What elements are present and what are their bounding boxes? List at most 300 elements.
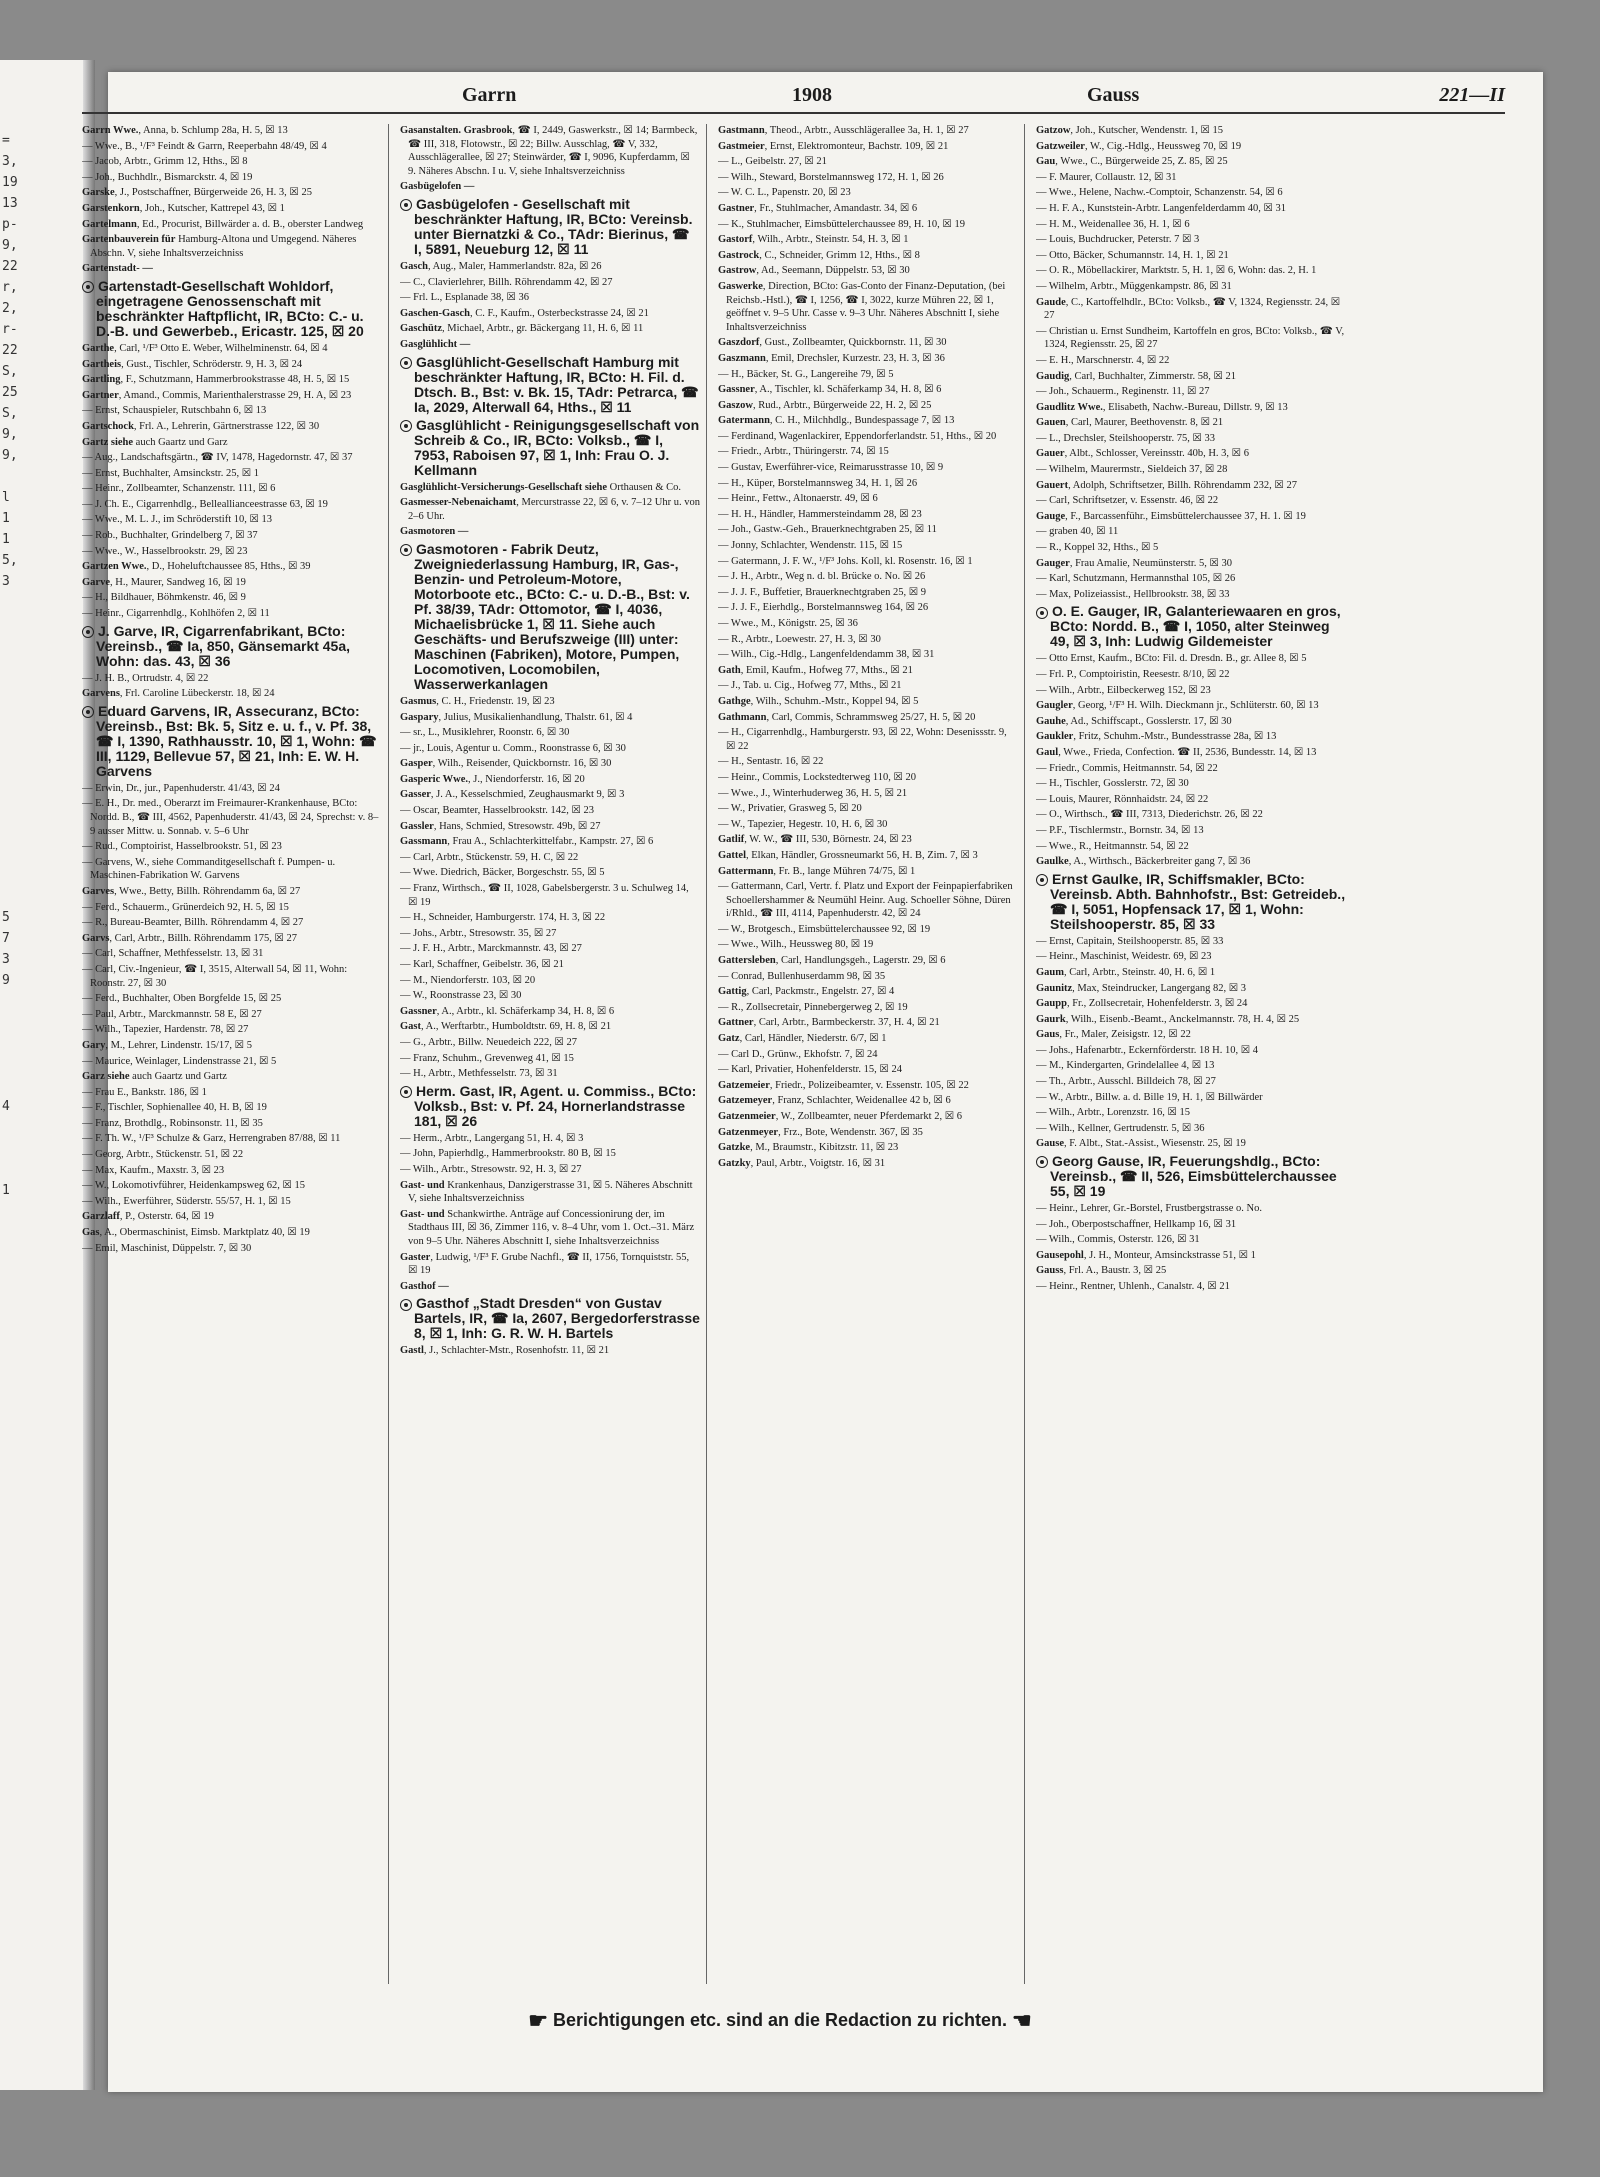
left-margin-fragment: p- [2, 217, 18, 232]
directory-entry [82, 992, 382, 1006]
entry-text: — J. H. B., Ortrudstr. 4, ☒ 22 [82, 672, 209, 684]
directory-entry [82, 840, 382, 854]
registered-firm-mark-icon [400, 357, 412, 369]
entry-text: — H., Bildhauer, Böhmkenstr. 46, ☒ 9 [82, 592, 246, 604]
directory-entry [82, 1008, 382, 1022]
left-margin-fragment: 4 [2, 1099, 10, 1114]
directory-entry [82, 233, 382, 260]
entry-text: — Wwe., Wilh., Heussweg 80, ☒ 19 [718, 939, 874, 951]
directory-entry [400, 525, 700, 539]
directory-entry [1036, 982, 1346, 996]
entry-text: Gaschen-Gasch, C. F., Kaufm., Osterbeckstrasse 24, ☒ 21 [400, 307, 649, 319]
registered-firm-mark-icon [82, 626, 94, 638]
directory-entry [718, 368, 1018, 382]
directory-entry [82, 342, 382, 356]
directory-entry [718, 492, 1018, 506]
entry-text: Gaszmann, Emil, Drechsler, Kurzestr. 23, H. 3, ☒ 36 [718, 352, 945, 364]
entry-text: Gaulke, A., Wirthsch., Bäckerbreiter gang 7, ☒ 36 [1036, 856, 1251, 868]
directory-entry [82, 687, 382, 701]
directory-entry [718, 414, 1018, 428]
directory-entry [82, 1210, 382, 1224]
entry-text: Gau, Wwe., C., Bürgerweide 25, Z. 85, ☒ 25 [1036, 156, 1228, 168]
entry-text: — Wilh., Cig.-Hdlg., Langenfeldendamm 38, ☒ 31 [718, 649, 935, 661]
directory-entry [718, 430, 1018, 444]
directory-entry [1036, 416, 1346, 430]
entry-text: — Friedr., Arbtr., Thüringerstr. 74, ☒ 15 [718, 446, 889, 458]
entry-text: — Joh., Buchhdlr., Bismarckstr. 4, ☒ 19 [82, 171, 253, 183]
directory-entry [718, 617, 1018, 631]
entry-text: Gatzemeier, Friedr., Polizeibeamter, v. Essenstr. 105, ☒ 22 [718, 1079, 969, 1091]
directory-entry [82, 1164, 382, 1178]
entry-text: — Otto, Bäcker, Schumannstr. 14, H. 1, ☒ 21 [1036, 249, 1229, 261]
directory-entry [1036, 447, 1346, 461]
directory-entry [400, 180, 700, 194]
entry-text: Gast, A., Werftarbtr., Humboldtstr. 69, H. 8, ☒ 21 [400, 1021, 612, 1033]
directory-entry [718, 523, 1018, 537]
directory-entry [1036, 218, 1346, 232]
column-2 [400, 124, 707, 1984]
registered-firm-mark-icon [400, 1299, 412, 1311]
directory-entry [718, 970, 1018, 984]
directory-entry [1036, 155, 1346, 169]
entry-text: — R., Bureau-Beamter, Billh. Röhrendamm 4, ☒ 27 [82, 917, 304, 929]
directory-entry [82, 1070, 382, 1084]
left-margin-fragment [2, 1117, 92, 1138]
entry-text: — Heinr., Commis, Lockstedterweg 110, ☒ 20 [718, 771, 916, 783]
left-page-margin-text [2, 130, 92, 2110]
entry-text: — Wwe., B., ¹/F³ Feindt & Garrn, Reeperbahn 48/49, ☒ 4 [82, 140, 327, 152]
left-margin-fragment [2, 1075, 92, 1096]
directory-entry [718, 140, 1018, 154]
directory-entry [82, 186, 382, 200]
directory-entry [400, 911, 700, 925]
directory-entry [82, 797, 382, 838]
directory-entry [1036, 1280, 1346, 1294]
entry-text: Gatzow, Joh., Kutscher, Wendenstr. 1, ☒ 15 [1036, 125, 1224, 136]
entry-text: — Wilh., Kellner, Gertrudenstr. 5, ☒ 36 [1036, 1122, 1205, 1134]
entry-text: Garve, H., Maurer, Sandweg 16, ☒ 19 [82, 576, 246, 588]
left-margin-fragment: r- [2, 322, 18, 337]
directory-entry [400, 276, 700, 290]
left-margin-fragment [2, 592, 92, 613]
directory-entry [1036, 966, 1346, 980]
left-margin-fragment [2, 991, 92, 1012]
entry-text: Gattner, Carl, Arbtr., Barmbeckerstr. 37, H. 4, ☒ 21 [718, 1017, 940, 1029]
left-margin-fragment: 25 [2, 385, 18, 400]
directory-entry [82, 124, 382, 138]
directory-entry [82, 1148, 382, 1162]
directory-entry [1036, 325, 1346, 352]
entry-text: — Johs., Arbtr., Stresowstr. 35, ☒ 27 [400, 927, 557, 939]
directory-entry [82, 1195, 382, 1209]
directory-entry [718, 1157, 1018, 1171]
directory-entry [1036, 872, 1346, 932]
directory-entry [400, 757, 700, 771]
directory-entry [82, 373, 382, 387]
entry-text: Gauger, Frau Amalie, Neumünsterstr. 5, ☒ 30 [1036, 557, 1233, 569]
left-margin-fragment: 7 [2, 931, 10, 946]
entry-text: — Wilhelm, Arbtr., Müggenkampstr. 86, ☒ 31 [1036, 280, 1232, 292]
directory-entry [718, 1016, 1018, 1030]
left-margin-fragment [2, 886, 92, 907]
directory-entry [1036, 1075, 1346, 1089]
entry-text: — Jonny, Schlachter, Wendenstr. 115, ☒ 15 [718, 540, 903, 552]
directory-entry [82, 482, 382, 496]
entry-text: — Oscar, Beamter, Hasselbrookstr. 142, ☒ 23 [400, 805, 595, 817]
entry-text: Gasperic Wwe., J., Niendorferstr. 16, ☒ 20 [400, 773, 585, 785]
directory-entry [718, 477, 1018, 491]
entry-text: — Louis, Buchdrucker, Peterstr. 7 ☒ 3 [1036, 234, 1200, 246]
entry-text: — J. Ch. E., Cigarrenhdlg., Belleallianceestrasse 63, ☒ 19 [82, 498, 328, 510]
directory-entry [400, 124, 700, 178]
entry-text: — Wilhelm, Maurermstr., Sieldeich 37, ☒ 28 [1036, 464, 1228, 476]
entry-text: Gasmotoren — [400, 526, 469, 538]
entry-text: — Maurice, Weinlager, Lindenstrasse 21, ☒ 5 [82, 1055, 277, 1067]
directory-entry [1036, 479, 1346, 493]
entry-text: — Franz, Schuhm., Grevenweg 41, ☒ 15 [400, 1052, 574, 1064]
entry-text: — Ferd., Schauerm., Grünerdeich 92, H. 5, ☒ 15 [82, 901, 289, 913]
directory-entry [82, 420, 382, 434]
header-page-number: 221—II [1439, 84, 1505, 106]
directory-entry [718, 633, 1018, 647]
entry-text: Gasanstalten. Grasbrook, ☎ I, 2449, Gaswerkstr., ☒ 14; Barmbeck, ☎ III, 318, Flotowstr., ☒ 22; Billw. Ausschlag, ☎ V, 332, Ausschlägerallee, ☒ 27; Steinwärder, ☎ I, 9096, Kupferdamm, ☒ 9. Näheres Abschn. I u. V, siehe Inhaltsverzeichniss [400, 125, 698, 177]
directory-entry [1036, 1264, 1346, 1278]
directory-entry [82, 1226, 382, 1240]
entry-text: Gasmus, C. H., Friedenstr. 19, ☒ 23 [400, 695, 555, 707]
directory-entry [1036, 762, 1346, 776]
directory-entry [1036, 730, 1346, 744]
entry-text: Gauge, F., Barcassenführ., Eimsbüttelerchaussee 37, H. 1. ☒ 19 [1036, 510, 1306, 522]
entry-text: Gaukler, Fritz, Schuhm.-Mstr., Bundesstrasse 28a, ☒ 13 [1036, 731, 1277, 743]
directory-entry [718, 570, 1018, 584]
entry-text: — F., Tischler, Sophienallee 40, H. B, ☒ 19 [82, 1102, 267, 1114]
entry-text: Gartzen Wwe., D., Hoheluftchaussee 85, Hths., ☒ 39 [82, 561, 311, 573]
left-margin-fragment [2, 466, 92, 487]
entry-text: Gattersleben, Carl, Handlungsgeh., Lagerstr. 29, ☒ 6 [718, 955, 946, 967]
directory-entry [400, 1036, 700, 1050]
directory-entry [82, 672, 382, 686]
entry-text: — W., Tapezier, Hegestr. 10, H. 6, ☒ 30 [718, 818, 888, 830]
directory-entry [718, 833, 1018, 847]
directory-entry [82, 389, 382, 403]
entry-text: Gauert, Adolph, Schriftsetzer, Billh. Röhrendamm 232, ☒ 27 [1036, 479, 1297, 491]
directory-entry [718, 249, 1018, 263]
entry-text: — Gattermann, Carl, Vertr. f. Platz und Export der Feinpapierfabriken Schoellershammer & Neumühl Heinr. Aug. Schoeller Söhne, Düren i/Rhld., ☎ III, 4114, Papenhuderstr. 42, ☒ 24 [718, 881, 1013, 920]
directory-entry [82, 467, 382, 481]
entry-text: — R., Arbtr., Loewestr. 27, H. 3, ☒ 30 [718, 633, 881, 645]
entry-text: — Ferdinand, Wagenlackirer, Eppendorferlandstr. 51, Hths., ☒ 20 [718, 430, 997, 442]
directory-entry [400, 260, 700, 274]
entry-text: — W. C. L., Papenstr. 20, ☒ 23 [718, 187, 851, 199]
header-year: 1908 [792, 84, 832, 106]
directory-entry [1036, 171, 1346, 185]
entry-text: — Rob., Buchhalter, Grindelberg 7, ☒ 37 [82, 530, 258, 542]
left-margin-fragment: = [2, 133, 10, 148]
entry-text: Gasglühlicht — [400, 338, 471, 350]
directory-entry [82, 704, 382, 779]
left-margin-fragment [2, 739, 92, 760]
entry-text: — Heinr., Maschinist, Weidestr. 69, ☒ 23 [1036, 951, 1212, 963]
entry-text: Gartner, Amand., Commis, Marienthalerstrasse 29, H. A, ☒ 23 [82, 389, 352, 401]
entry-text: Garstenkorn, Joh., Kutscher, Kattrepel 43, ☒ 1 [82, 202, 285, 214]
entry-text: O. E. Gauger, IR, Galanteriewaaren en gros, BCto: Nordd. B., ☎ I, 1050, alter Steinweg 49, ☒ 3, Inh: Ludwig Gildemeister [1050, 603, 1341, 650]
entry-text: Gaschütz, Michael, Arbtr., gr. Bäckergang 11, H. 6, ☒ 11 [400, 323, 644, 335]
entry-text: Gaszdorf, Gust., Zollbeamter, Quickbornstr. 11, ☒ 30 [718, 337, 947, 349]
directory-entry [82, 529, 382, 543]
left-margin-fragment [2, 613, 92, 634]
entry-text: Georg Gause, IR, Feuerungshdlg., BCto: Vereinsb., ☎ II, 526, Eimsbüttelerchaussee 55, ☒ 19 [1050, 1153, 1337, 1200]
directory-entry [1036, 997, 1346, 1011]
entry-text: — Carl, Civ.-Ingenieur, ☎ I, 3515, Alterwall 54, ☒ 11, Wohn: Roonstr. 27, ☒ 30 [82, 963, 348, 989]
directory-entry [718, 802, 1018, 816]
entry-text: — L., Drechsler, Steilshooperstr. 75, ☒ 33 [1036, 432, 1216, 444]
entry-text: — Gatermann, J. F. W., ¹/F³ Johs. Koll, kl. Rosenstr. 16, ☒ 1 [718, 555, 973, 567]
entry-text: — H., Arbtr., Methfesselstr. 73, ☒ 31 [400, 1068, 558, 1080]
entry-text: — H. M., Weidenallee 36, H. 1, ☒ 6 [1036, 218, 1190, 230]
left-margin-fragment [2, 676, 92, 697]
entry-text: — jr., Louis, Agentur u. Comm., Roonstrasse 6, ☒ 30 [400, 742, 626, 754]
entry-text: — Ernst, Buchhalter, Amsinckstr. 25, ☒ 1 [82, 467, 259, 479]
directory-entry [718, 1141, 1018, 1155]
entry-text: — J., Tab. u. Cig., Hofweg 77, Mths., ☒ 21 [718, 680, 902, 692]
left-margin-fragment: 9, [2, 448, 18, 463]
directory-entry [1036, 124, 1346, 138]
entry-text: Gatzke, M., Braumstr., Kibitzstr. 11, ☒ 23 [718, 1142, 899, 1154]
directory-entry [82, 1117, 382, 1131]
directory-entry [400, 788, 700, 802]
entry-text: Garz siehe auch Gaartz und Gartz [82, 1071, 227, 1083]
registered-firm-mark-icon [1036, 607, 1048, 619]
directory-entry [400, 1052, 700, 1066]
directory-entry [1036, 746, 1346, 760]
entry-text: Garrn Wwe., Anna, b. Schlump 28a, H. 5, ☒ 13 [82, 125, 288, 136]
directory-entry [718, 124, 1018, 138]
directory-entry [400, 974, 700, 988]
directory-entry [1036, 354, 1346, 368]
directory-entry [1036, 432, 1346, 446]
directory-entry [718, 280, 1018, 334]
directory-entry [400, 1251, 700, 1278]
entry-text: Gaus, Fr., Maler, Zeisigstr. 12, ☒ 22 [1036, 1029, 1191, 1041]
entry-text: Gaul, Wwe., Frieda, Confection. ☎ II, 2536, Bundesstr. 14, ☒ 13 [1036, 746, 1317, 758]
directory-entry [1036, 793, 1346, 807]
entry-text: — Garvens, W., siehe Commanditgesellschaft f. Pumpen- u. Maschinen-Fabrikation W. Garvens [82, 856, 336, 882]
entry-text: Gassmann, Frau A., Schlachterkittelfabr., Kampstr. 27, ☒ 6 [400, 836, 654, 848]
directory-entry [400, 1280, 700, 1294]
entry-text: — Ernst, Capitain, Steilshooperstr. 85, ☒ 33 [1036, 935, 1224, 947]
directory-entry [82, 1023, 382, 1037]
entry-text: — P.F., Tischlermstr., Bornstr. 34, ☒ 13 [1036, 824, 1204, 836]
directory-entry [718, 755, 1018, 769]
directory-entry [400, 1005, 700, 1019]
entry-text: Gasglühlicht - Reinigungsgesellschaft von Schreib & Co., IR, BCto: Volksb., ☎ I, 7953, Raboisen 97, ☒ 1, Inh: Frau O. J. Kellmann [414, 416, 700, 478]
directory-entry [1036, 1202, 1346, 1216]
directory-entry [400, 355, 700, 415]
directory-columns [82, 124, 1346, 1984]
left-margin-fragment: 22 [2, 259, 18, 274]
column-1 [82, 124, 389, 1984]
left-margin-fragment: 2, [2, 301, 18, 316]
entry-text: Gastmeier, Ernst, Elektromonteur, Bachstr. 109, ☒ 21 [718, 140, 949, 152]
entry-text: Gastrow, Ad., Seemann, Düppelstr. 53, ☒ 30 [718, 265, 910, 277]
entry-text: — H., Sentastr. 16, ☒ 22 [718, 756, 824, 768]
entry-text: — F. Th. W., ¹/F³ Schulze & Garz, Herrengraben 87/88, ☒ 11 [82, 1133, 341, 1145]
registered-firm-mark-icon [1036, 1156, 1048, 1168]
directory-entry [400, 1344, 700, 1358]
left-margin-fragment: 3 [2, 574, 10, 589]
directory-entry [718, 1110, 1018, 1124]
left-margin-fragment: 1 [2, 1183, 10, 1198]
entry-text: Gasthof — [400, 1280, 449, 1292]
entry-text: — W., Arbtr., Billw. a. d. Bille 19, H. 1, ☒ Billwärder [1036, 1091, 1263, 1103]
directory-entry [400, 835, 700, 849]
entry-text: Gath, Emil, Kaufm., Hofweg 77, Mths., ☒ 21 [718, 664, 913, 676]
entry-text: Gaupp, Fr., Zollsecretair, Hohenfelderstr. 3, ☒ 24 [1036, 998, 1248, 1010]
left-page-edge [0, 60, 95, 2090]
entry-text: — Ferd., Buchhalter, Oben Borgfelde 15, ☒ 25 [82, 993, 282, 1005]
entry-text: — Wwe., M., Königstr. 25, ☒ 36 [718, 618, 858, 629]
directory-entry [82, 404, 382, 418]
entry-text: — Frl. L., Esplanade 38, ☒ 36 [400, 292, 529, 304]
directory-entry [400, 1147, 700, 1161]
directory-entry [718, 186, 1018, 200]
entry-text: — Wwe., M. L. J., im Schröderstift 10, ☒ 13 [82, 514, 273, 526]
entry-text: — Carl, Schriftsetzer, v. Essenstr. 46, ☒ 22 [1036, 495, 1219, 507]
directory-entry [400, 695, 700, 709]
directory-entry [718, 849, 1018, 863]
entry-text: Gaswerke, Direction, BCto: Gas-Conto der Finanz-Deputation, (bei Reichsb.-Hstl.), ☎ I, 1256, ☎ I, 3022, kurze Mühren 22, ☒ 1, geöffnet v. 9–5 Uhr. Casse v. 9–3 Uhr. Näheres Abschnitt I, siehe Inhaltsverzeichniss [718, 280, 1006, 333]
directory-entry [82, 1055, 382, 1069]
left-margin-fragment [2, 1033, 92, 1054]
entry-text: Gaurk, Wilh., Eisenb.-Beamt., Anckelmannstr. 78, H. 4, ☒ 25 [1036, 1013, 1300, 1025]
entry-text: Ernst Gaulke, IR, Schiffsmakler, BCto: Vereinsb. Abth. Bahnhofstr., Bst: Getreideb., ☎ I, 5051, Hopfensack 17, ☒ 1, Wohn: Steilshooperstr. 85, ☒ 33 [1050, 870, 1346, 932]
entry-text: Gatermann, C. H., Milchhdlg., Bundespassage 7, ☒ 13 [718, 415, 955, 427]
directory-entry [718, 679, 1018, 693]
entry-text: Gatzemeyer, Franz, Schlachter, Weidenallee 42 b, ☒ 6 [718, 1095, 951, 1107]
left-margin-fragment: 22 [2, 343, 18, 358]
directory-entry [1036, 715, 1346, 729]
directory-entry [82, 171, 382, 185]
directory-entry [718, 352, 1018, 366]
directory-entry [82, 1101, 382, 1115]
left-margin-fragment [2, 1054, 92, 1075]
entry-text: Gatzweiler, W., Cig.-Hdlg., Heussweg 70, ☒ 19 [1036, 140, 1242, 152]
entry-text: Gauen, Carl, Maurer, Beethovenstr. 8, ☒ 21 [1036, 417, 1224, 429]
directory-entry [718, 445, 1018, 459]
entry-text: Gaudig, Carl, Buchhalter, Zimmerstr. 58, ☒ 21 [1036, 370, 1237, 382]
entry-text: Gattig, Carl, Packmstr., Engelstr. 27, ☒ 4 [718, 986, 895, 998]
entry-text: — L., Geibelstr. 27, ☒ 21 [718, 156, 827, 168]
entry-text: — R., Koppel 32, Hths., ☒ 5 [1036, 542, 1159, 554]
directory-entry [400, 866, 700, 880]
entry-text: — M., Kindergarten, Grindelallee 4, ☒ 13 [1036, 1060, 1215, 1072]
directory-entry [82, 498, 382, 512]
entry-text: Gasglühlicht-Versicherungs-Gesellschaft siehe Orthausen & Co. [400, 481, 682, 493]
entry-text: Gasbügelofen — [400, 181, 475, 193]
directory-entry [718, 171, 1018, 185]
entry-text: Gaunitz, Max, Steindrucker, Langergang 82, ☒ 3 [1036, 982, 1247, 994]
directory-entry [1036, 824, 1346, 838]
directory-entry [82, 591, 382, 605]
entry-text: — Johs., Hafenarbtr., Eckernförderstr. 18 H. 10, ☒ 4 [1036, 1044, 1258, 1056]
entry-text: — H., Tischler, Gosslerstr. 72, ☒ 30 [1036, 778, 1189, 790]
directory-entry [400, 927, 700, 941]
registered-firm-mark-icon [1036, 874, 1048, 886]
page-footer [380, 2008, 1180, 2034]
directory-entry [1036, 588, 1346, 602]
entry-text: Gasmotoren - Fabrik Deutz, Zweigniederlassung Hamburg, IR, Gas-, Benzin- und Petroleum-Motore, Motorboote etc., BCto: C.- u. D.-B., Bst: v. Pf. 38/39, TAdr: Ottomotor, ☎ I, 4036, Michaelisbrücke 1, ☒ 11. Siehe auch Geschäfts- und Berufszweige (III) unter: Maschinen (Fabriken), Motore, Pumpen, Locomotiven, Locomobilen, Wasserwerkanlagen [414, 540, 690, 692]
entry-text: Gas, A., Obermaschinist, Eimsb. Marktplatz 40, ☒ 19 [82, 1227, 310, 1239]
entry-text: — Herm., Arbtr., Langergang 51, H. 4, ☒ 3 [400, 1132, 584, 1144]
entry-text: — Karl, Schutzmann, Hermannsthal 105, ☒ 26 [1036, 573, 1236, 585]
footer-notice: Berichtigungen etc. sind an die Redaction zu richten. [552, 2009, 1008, 2030]
directory-entry [82, 607, 382, 621]
directory-entry [82, 947, 382, 961]
directory-entry [400, 542, 700, 692]
registered-firm-mark-icon [82, 281, 94, 293]
directory-entry [1036, 541, 1346, 555]
left-margin-fragment [2, 1012, 92, 1033]
entry-text: — H., Schneider, Hamburgerstr. 174, H. 3, ☒ 22 [400, 912, 606, 924]
entry-text: Gasthof „Stadt Dresden“ von Gustav Bartels, IR, ☎ Ia, 2607, Bergedorferstrasse 8, ☒ 1, Inh: G. R. W. H. Bartels [414, 1295, 700, 1342]
directory-entry [718, 664, 1018, 678]
directory-entry [718, 586, 1018, 600]
entry-text: — Wilh., Arbtr., Lorenzstr. 16, ☒ 15 [1036, 1107, 1191, 1119]
entry-text: — H., Küper, Borstelmannsweg 34, H. 1, ☒ 26 [718, 477, 918, 489]
left-margin-fragment [2, 844, 92, 865]
directory-entry [718, 508, 1018, 522]
entry-text: Gastorf, Wilh., Arbtr., Steinstr. 54, H. 3, ☒ 1 [718, 234, 909, 246]
entry-text: Gasch, Aug., Maler, Hammerlandstr. 82a, ☒ 26 [400, 260, 602, 272]
entry-text: — J. H., Arbtr., Weg n. d. bl. Brücke o. No. ☒ 26 [718, 571, 926, 583]
directory-entry [1036, 935, 1346, 949]
entry-text: Gatlif, W. W., ☎ III, 530, Börnestr. 24, ☒ 23 [718, 834, 912, 846]
entry-text: — W., Roonstrasse 23, ☒ 30 [400, 990, 522, 1002]
directory-entry [400, 726, 700, 740]
directory-entry [1036, 572, 1346, 586]
directory-entry [82, 856, 382, 883]
directory-entry [718, 1063, 1018, 1077]
directory-entry [718, 155, 1018, 169]
entry-text: Gassner, A., Arbtr., kl. Schäferkamp 34, H. 8, ☒ 6 [400, 1005, 615, 1017]
entry-text: Gasbügelofen - Gesellschaft mit beschränkter Haftung, IR, BCto: Vereinsb. unter Biernatzki & Co., TAdr: Bierinus, ☎ I, 5891, Neueburg 12, ☒ 11 [414, 195, 693, 257]
column-4 [1036, 124, 1352, 1984]
directory-entry [1036, 525, 1346, 539]
directory-entry [1036, 1154, 1346, 1199]
entry-text: — Wwe., J., Winterhuderweg 36, H. 5, ☒ 21 [718, 787, 908, 799]
entry-text: — Conrad, Bullenhuserdamm 98, ☒ 35 [718, 970, 886, 982]
entry-text: — E. H., Marschnerstr. 4, ☒ 22 [1036, 354, 1170, 366]
entry-text: Gasglühlicht-Gesellschaft Hamburg mit beschränkter Haftung, IR, BCto: H. Fil. d. Dtsch. B., Bst: v. Bk. 15, TAdr: Petrarca, ☎ Ia, 2029, Alterwall 64, Hths., ☒ 11 [414, 353, 699, 415]
left-margin-fragment [2, 634, 92, 655]
entry-text: Gauer, Albt., Schlosser, Vereinsstr. 40b, H. 3, ☒ 6 [1036, 448, 1249, 460]
entry-text: — Ernst, Schauspieler, Rutschbahn 6, ☒ 13 [82, 405, 267, 417]
left-margin-fragment: 1 [2, 511, 10, 526]
directory-entry [718, 1126, 1018, 1140]
entry-text: Gast- und Krankenhaus, Danzigerstrasse 31, ☒ 5. Näheres Abschnitt V, siehe Inhaltsverzeichniss [400, 1179, 693, 1205]
entry-text: Gartz siehe auch Gaartz und Garz [82, 436, 228, 448]
entry-text: — H. F. A., Kunststein-Arbtr. Langenfelderdamm 40, ☒ 31 [1036, 202, 1287, 214]
directory-entry [82, 140, 382, 154]
left-margin-fragment: 19 [2, 175, 18, 190]
entry-text: Gassler, Hans, Schmied, Stresowstr. 49b, ☒ 27 [400, 820, 601, 832]
directory-entry [1036, 296, 1346, 323]
entry-text: — John, Papierhdlg., Hammerbrookstr. 80 B, ☒ 15 [400, 1148, 616, 1160]
entry-text: Eduard Garvens, IR, Assecuranz, BCto: Vereinsb., Bst: Bk. 5, Sitz e. u. f., v. Pf. 38, ☎ I, 1390, Rathhausstr. 10, ☒ 1, Wohn: ☎ III, 1129, Bellevue 57, ☒ 21, Inh: E. W. H. Garvens [96, 702, 377, 779]
entry-text: Gartelmann, Ed., Procurist, Billwärder a. d. B., oberster Landweg [82, 218, 364, 230]
entry-text: — J. F. H., Arbtr., Marckmannstr. 43, ☒ 27 [400, 943, 582, 955]
entry-text: — Wilh., Arbtr., Stresowstr. 92, H. 3, ☒ 27 [400, 1163, 582, 1175]
